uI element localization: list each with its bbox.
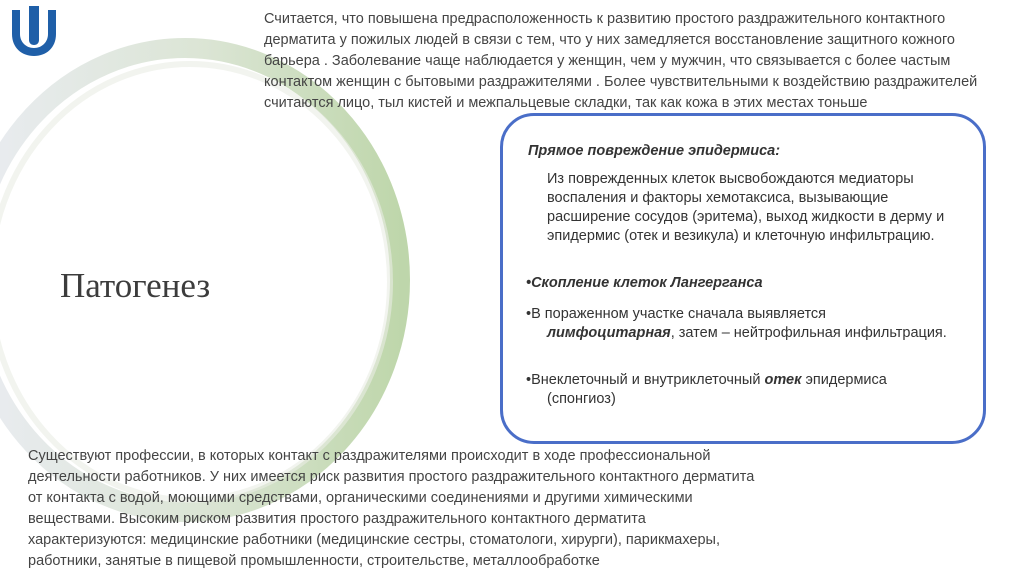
- infiltration-prefix: •В пораженном участке сначала выявляется: [526, 306, 827, 322]
- langerhans-text: •Скопление клеток Лангерганса: [526, 275, 763, 291]
- bottom-paragraph: Существуют профессии, в которых контакт с раздражителями происходит в ходе профессиональной деятельности работников. У них имеется риск развития простого раздражительного контактного дерматита от контакта с водой, моющими средствами, органическими соединениями и другими химическими веществами. Высоким риском развития простого раздражительного контактного дерматита характеризуются: медицинские работники (медицинские сестры, стоматологи, хирурги), парикмахеры, работники, занятые в пищевой промышленности, строительстве, металлообработке: [28, 448, 755, 569]
- callout-langerhans-item: [526, 274, 763, 293]
- callout-box: [500, 113, 986, 444]
- spongiosis-text: (спонгиоз): [547, 391, 616, 407]
- edema-emphasis: отек: [764, 372, 802, 388]
- infiltration-line2: [526, 324, 966, 343]
- page-title: Патогенез: [60, 266, 211, 305]
- top-paragraph: Считается, что повышена предрасположенность к развитию простого раздражительного контактного дерматита у пожилых людей в связи с тем, что у них замедляется восстановление защитного кожного барьера . Заболевание чаще наблюдается у женщин, чем у мужчин, что связывается с более частым контактом женщин с бытовыми раздражителями . Более чувствительными к воздействию раздражителей считаются лицо, тыл кистей и межпальцевые складки, так как кожа в этих местах тоньше: [264, 11, 978, 111]
- callout-direct-damage-text: Из поврежденных клеток высвобождаются медиаторы воспаления и факторы хемотаксиса, вызывающие расширение сосудов (эритема), выход жидкости в дерму и эпидермис (отек и везикула) и клеточную инфильтрацию.: [547, 171, 945, 244]
- lymphocytic-emphasis: лимфоцитарная: [547, 325, 671, 341]
- callout-heading-direct-damage: [528, 142, 780, 161]
- heading-text: Прямое повреждение эпидермиса:: [528, 143, 781, 159]
- university-logo-icon: [8, 4, 60, 58]
- edema-suffix: эпидермиса: [801, 372, 887, 388]
- infiltration-suffix: , затем – нейтрофильная инфильтрация.: [670, 325, 947, 341]
- callout-infiltration-item: [526, 305, 966, 343]
- edema-prefix: •Внеклеточный и внутриклеточный: [526, 372, 765, 388]
- callout-edema-item: [526, 371, 966, 409]
